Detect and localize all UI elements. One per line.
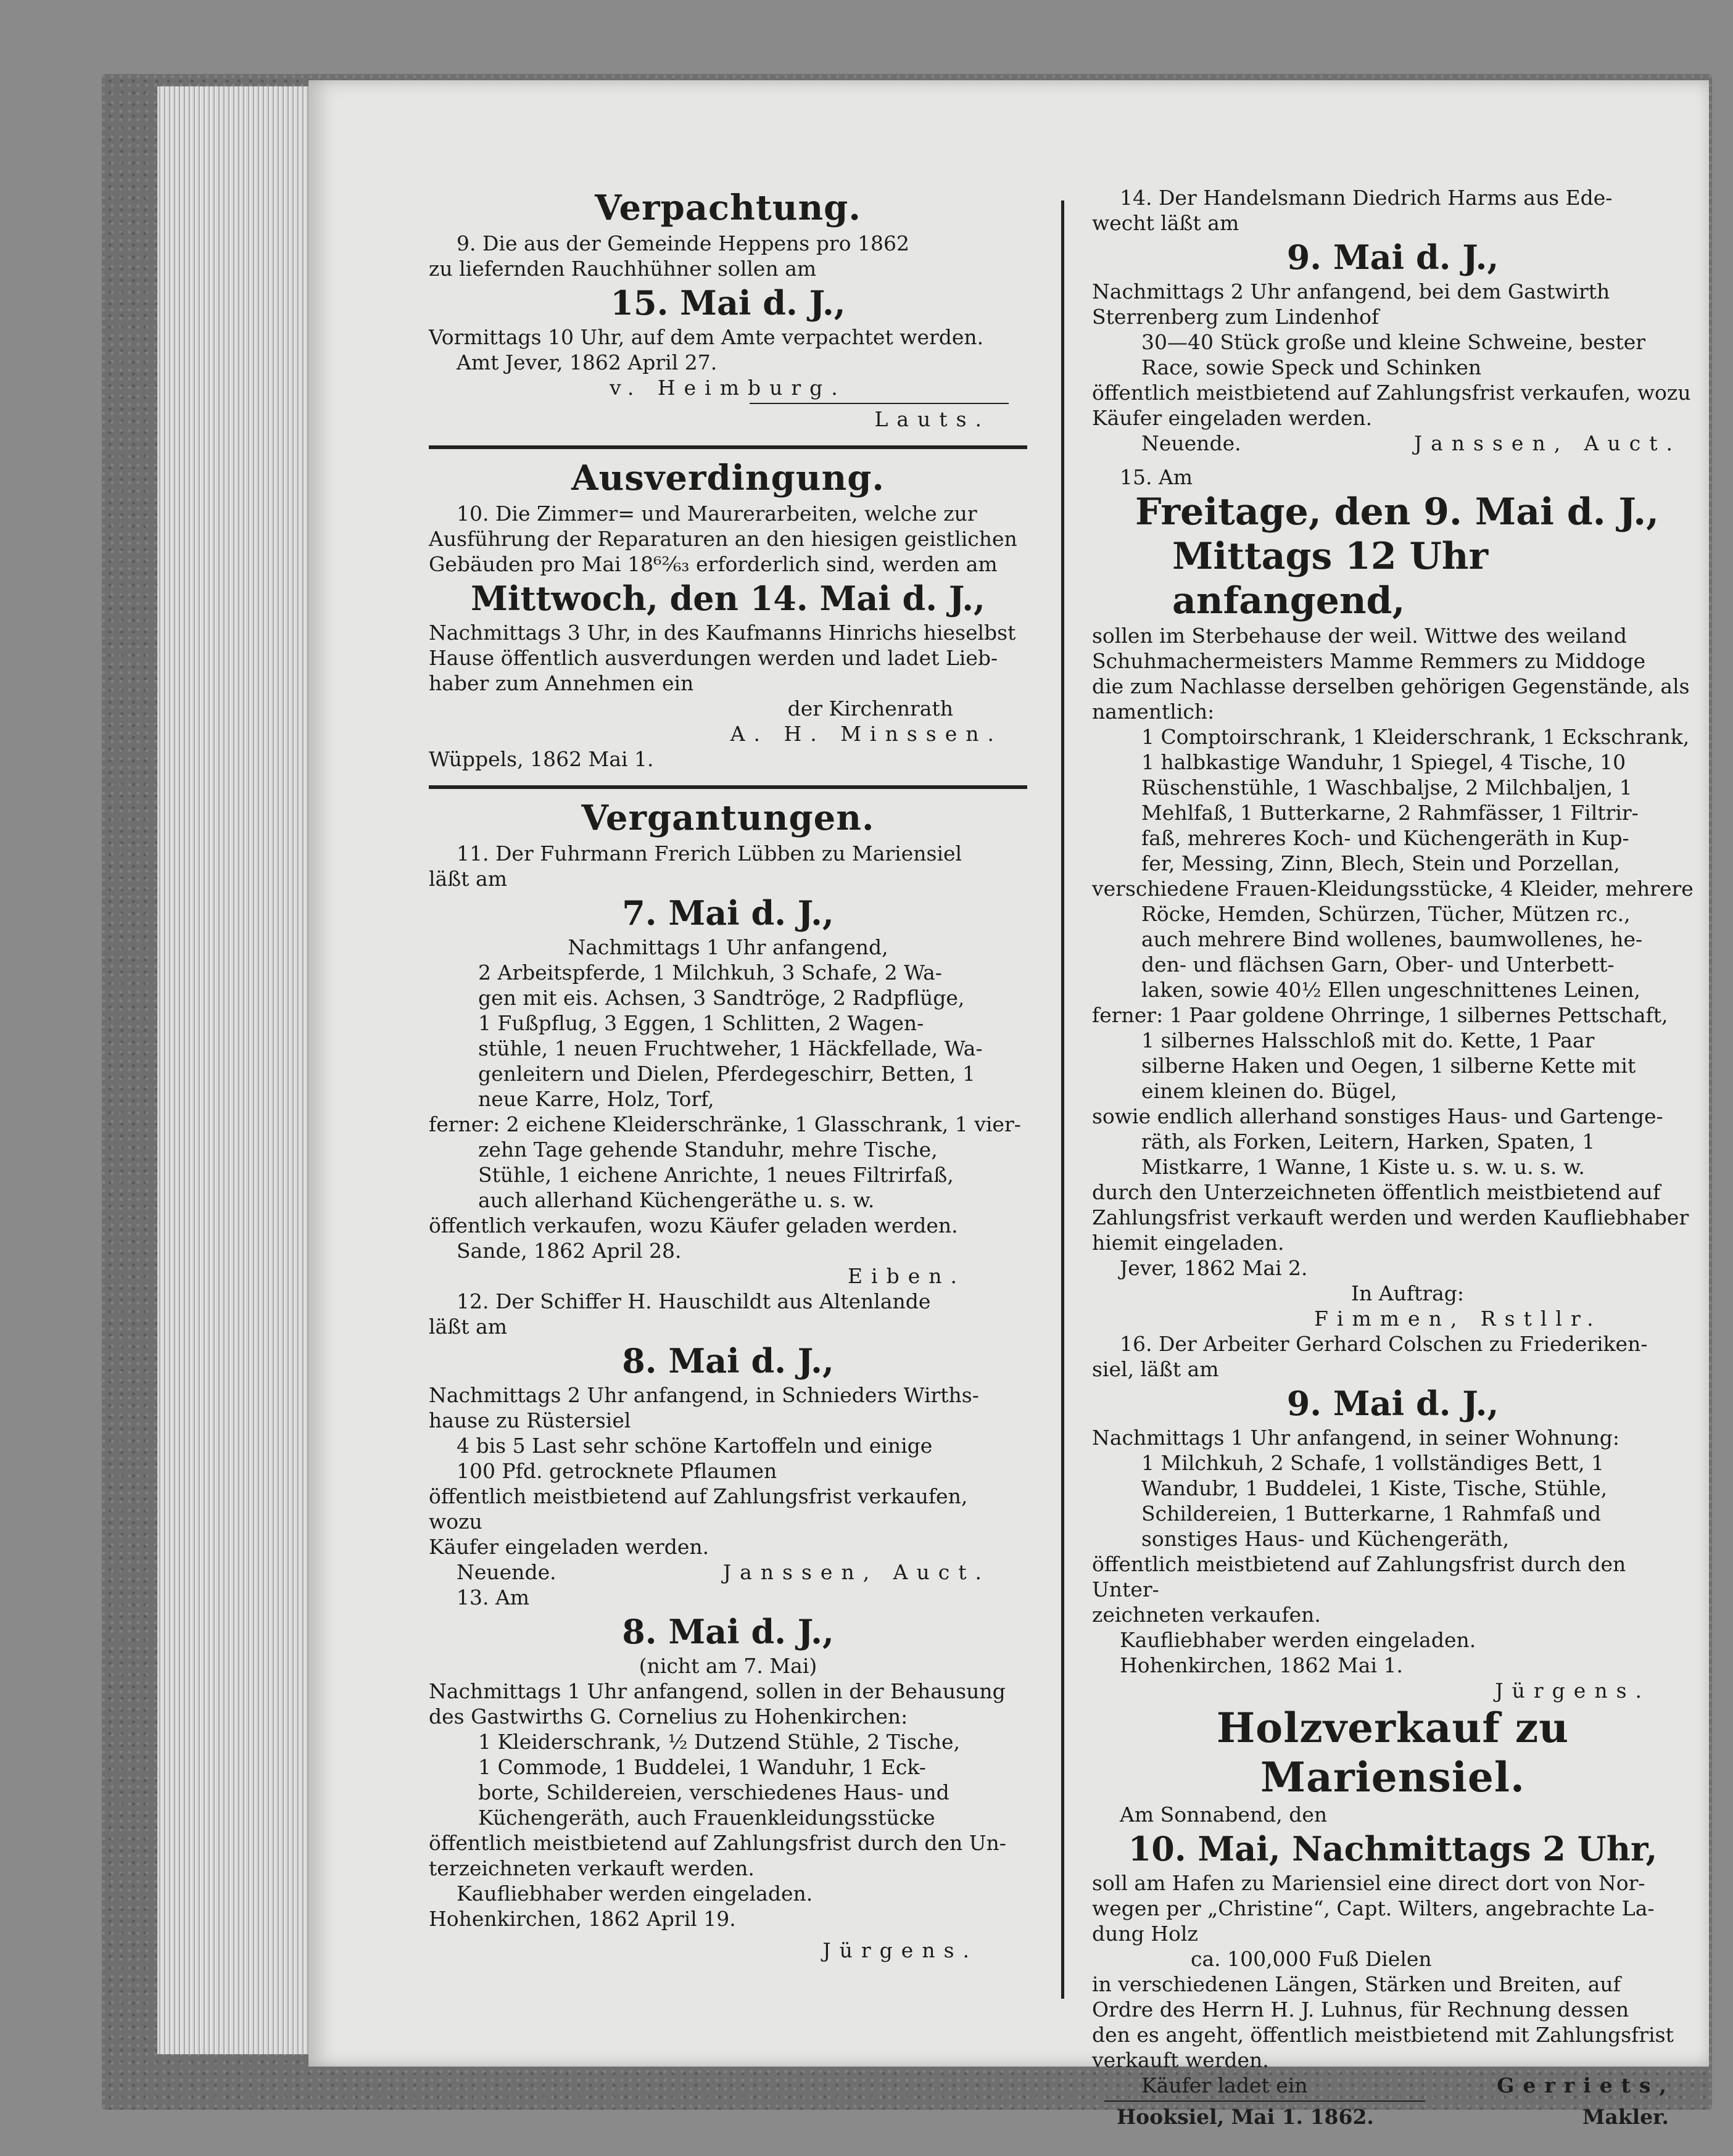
signature: Jürgens.	[822, 1938, 978, 1962]
text-line: namentlich:	[1092, 700, 1215, 724]
place-date: Neuende.	[1141, 431, 1241, 455]
text-line: den- und flächsen Garn, Ober- und Unterbett-	[1141, 952, 1615, 977]
place-date: Neuende.	[457, 1560, 556, 1584]
text-line: Nachmittags 1 Uhr anfangend, sollen in der Behausung	[429, 1679, 1006, 1703]
text-line: zu liefernden Rauchhühner sollen am	[429, 257, 817, 281]
notice-date: 8. Mai d. J.,	[622, 1612, 834, 1651]
text-line: (nicht am 7. Mai)	[639, 1654, 817, 1678]
page-edges	[157, 86, 318, 2054]
text-line: Ausführung der Reparaturen an den hiesigen geistlichen	[429, 527, 1017, 551]
text-line: räth, als Forken, Leitern, Harken, Spaten, 1	[1141, 1130, 1595, 1154]
text-line: Röcke, Hemden, Schürzen, Tücher, Mützen rc.,	[1141, 902, 1631, 926]
text-line: Küchengeräth, auch Frauenkleidungsstücke	[478, 1806, 935, 1830]
signature-rule	[1104, 2100, 1425, 2102]
section-title-ausverdingung: Ausverdingung.	[571, 458, 885, 498]
text-line: 1 silbernes Halsschloß mit do. Kette, 1 Paar	[1141, 1028, 1595, 1052]
text-line: dung Holz	[1092, 1922, 1198, 1946]
signature: Janssen, Auct.	[1413, 431, 1681, 455]
text-line: Kaufliebhaber werden eingeladen.	[1120, 1628, 1476, 1652]
text-line: verschiedene Frauen-Kleidungsstücke, 4 Kleider, mehrere	[1092, 877, 1694, 901]
text-line: 100 Pfd. getrocknete Pflaumen	[457, 1459, 777, 1483]
column-divider	[1061, 200, 1064, 1999]
text-line: wegen per „Christine“, Capt. Wilters, angebrachte La-	[1092, 1896, 1655, 1920]
text-line: Schuhmachermeisters Mamme Remmers zu Middoge	[1092, 649, 1646, 673]
notice-date: 15. Mai d. J.,	[610, 283, 846, 323]
text-line: Hause öffentlich ausverdungen werden und ladet Lieb-	[429, 646, 998, 670]
section-title-holzverkauf: Holzverkauf zu Mariensiel.	[1216, 1704, 1570, 1801]
text-line: Stühle, 1 eichene Anrichte, 1 neues Filtrirfaß,	[478, 1163, 954, 1187]
signature: A. H. Minssen.	[730, 722, 1003, 746]
text-line: Nachmittags 2 Uhr anfangend, in Schnieders Wirths-	[429, 1383, 979, 1407]
text-line: Vormittags 10 Uhr, auf dem Amte verpachtet werden.	[429, 325, 984, 349]
text-line: den es angeht, öffentlich meistbietend mit Zahlungsfrist	[1092, 2023, 1674, 2047]
signature: Gerriets,	[1497, 2073, 1675, 2097]
text-line: Rüschenstühle, 1 Waschbaljse, 2 Milchbaljen, 1	[1141, 775, 1632, 799]
text-line: wecht läßt am	[1092, 211, 1239, 235]
text-line: sollen im Sterbehause der weil. Wittwe des weiland	[1092, 624, 1627, 648]
text-line: 11. Der Fuhrmann Frerich Lübben zu Mariensiel	[457, 841, 962, 865]
notice-date: Mittwoch, den 14. Mai d. J.,	[471, 579, 985, 618]
text-line: soll am Hafen zu Mariensiel eine direct dort von Nor-	[1092, 1871, 1645, 1895]
text-line: hiemit eingeladen.	[1092, 1231, 1284, 1255]
text-line: 1 Milchkuh, 2 Schafe, 1 vollständiges Bett, 1	[1141, 1451, 1605, 1475]
text-line: öffentlich meistbietend auf Zahlungsfrist durch den Unter-	[1092, 1552, 1632, 1601]
text-line: Nachmittags 1 Uhr anfangend, in seiner Wohnung:	[1092, 1426, 1619, 1450]
text-line: Mehlfaß, 1 Butterkarne, 2 Rahmfässer, 1 Filtrir-	[1141, 801, 1639, 825]
text-line: fer, Messing, Zinn, Blech, Stein und Porzellan,	[1141, 851, 1620, 875]
notice-date: 10. Mai, Nachmittags 2 Uhr,	[1128, 1829, 1658, 1869]
text-line: hause zu Rüstersiel	[429, 1408, 631, 1432]
text-line: gen mit eis. Achsen, 3 Sandtröge, 2 Radpflüge,	[478, 986, 965, 1010]
text-line: 1 Comptoirschrank, 1 Kleiderschrank, 1 Eckschrank,	[1141, 725, 1690, 749]
text-line: durch den Unterzeichneten öffentlich meistbietend auf	[1092, 1180, 1661, 1204]
text-line: Race, sowie Speck und Schinken	[1141, 355, 1482, 379]
text-line: öffentlich meistbietend auf Zahlungsfrist verkaufen, wozu	[1092, 381, 1691, 405]
text-line: 4 bis 5 Last sehr schöne Kartoffeln und einige	[457, 1434, 933, 1458]
text-line: sonstiges Haus- und Küchengeräth,	[1141, 1527, 1510, 1551]
text-line: 1 halbkastige Wanduhr, 1 Spiegel, 4 Tische, 10	[1141, 750, 1626, 774]
text-line: 1 Commode, 1 Buddelei, 1 Wanduhr, 1 Eck-	[478, 1755, 926, 1779]
text-line: läßt am	[429, 867, 507, 891]
place-date: Wüppels, 1862 Mai 1.	[429, 747, 654, 771]
text-line: öffentlich meistbietend auf Zahlungsfrist verkaufen, wozu	[429, 1484, 974, 1534]
section-title-vergantungen: Vergantungen.	[581, 798, 875, 838]
text-line: genleitern und Dielen, Pferdegeschirr, Betten, 1	[478, 1062, 976, 1086]
text-line: auch mehrere Bind wollenes, baumwollenes, he-	[1141, 927, 1643, 951]
signature: Fimmen, Rstllr.	[1314, 1307, 1602, 1331]
text-line: laken, sowie 40½ Ellen ungeschnittenes Leinen,	[1141, 978, 1640, 1002]
signature: Janssen, Auct.	[722, 1560, 990, 1584]
signature-role: Makler.	[1582, 2105, 1669, 2129]
text-line: ferner: 1 Paar goldene Ohrringe, 1 silbernes Pettschaft,	[1092, 1003, 1668, 1027]
text-line: stühle, 1 neuen Fruchtweher, 1 Häckfellade, Wa-	[478, 1036, 983, 1060]
text-line: borte, Schildereien, verschiedenes Haus- und	[478, 1780, 949, 1804]
text-line: einem kleinen do. Bügel,	[1141, 1079, 1397, 1103]
text-line: 1 Kleiderschrank, ½ Dutzend Stühle, 2 Tische,	[478, 1730, 960, 1754]
text-line: faß, mehreres Koch- und Küchengeräth in Kup-	[1141, 826, 1629, 850]
text-line: 9. Die aus der Gemeinde Heppens pro 1862	[457, 231, 909, 255]
text-line: Kaufliebhaber werden eingeladen.	[457, 1881, 813, 1906]
notice-date: Freitage, den 9. Mai d. J.,	[1135, 490, 1659, 534]
text-line: Wandubr, 1 Buddelei, 1 Kiste, Tische, Stühle,	[1141, 1476, 1608, 1500]
text-line: zeichneten verkaufen.	[1092, 1603, 1321, 1627]
notice-date: 9. Mai d. J.,	[1286, 1384, 1499, 1423]
notice-date: 7. Mai d. J.,	[622, 893, 834, 933]
left-column	[429, 185, 1027, 1963]
text-line: Käufer ladet ein	[1141, 2073, 1308, 2097]
text-line: ca. 100,000 Fuß Dielen	[1191, 1947, 1432, 1971]
section-rule	[429, 785, 1027, 789]
text-line: 2 Arbeitspferde, 1 Milchkuh, 3 Schafe, 2 Wa-	[478, 960, 942, 985]
text-line: silberne Haken und Oegen, 1 silberne Kette mit	[1141, 1054, 1636, 1078]
text-line: Nachmittags 2 Uhr anfangend, bei dem Gastwirth	[1092, 279, 1610, 304]
text-line: Käufer eingeladen werden.	[1092, 406, 1373, 430]
text-line: Nachmittags 3 Uhr, in des Kaufmanns Hinrichs hieselbst	[429, 621, 1016, 645]
text-line: verkauft werden.	[1092, 2048, 1269, 2072]
text-line: neue Karre, Holz, Torf,	[478, 1087, 714, 1111]
section-title-verpachtung: Verpachtung.	[595, 188, 861, 228]
place-date: Jever, 1862 Mai 2.	[1120, 1256, 1308, 1280]
place-date: Hohenkirchen, 1862 Mai 1.	[1120, 1653, 1403, 1677]
text-line: terzeichneten verkauft werden.	[429, 1856, 755, 1880]
text-line: 10. Die Zimmer= und Maurerarbeiten, welche zur	[457, 502, 977, 526]
text-line: Käufer eingeladen werden.	[429, 1535, 709, 1559]
text-line: des Gastwirths G. Cornelius zu Hohenkirchen:	[429, 1704, 908, 1729]
text-line: 12. Der Schiffer H. Hauschildt aus Altenlande	[457, 1289, 931, 1313]
text-line: die zum Nachlasse derselben gehörigen Gegenstände, als	[1092, 674, 1690, 698]
text-line: siel, läßt am	[1092, 1357, 1219, 1381]
section-rule	[429, 445, 1027, 449]
text-line: 13. Am	[457, 1585, 530, 1609]
text-line: zehn Tage gehende Standuhr, mehre Tische,	[478, 1138, 938, 1162]
text-line: In Auftrag:	[1351, 1281, 1465, 1305]
signature: Jürgens.	[1495, 1679, 1650, 1703]
text-line: öffentlich verkaufen, wozu Käufer geladen werden.	[429, 1213, 958, 1237]
text-line: 30—40 Stück große und kleine Schweine, bester	[1141, 330, 1646, 354]
text-line: Ordre des Herrn H. J. Luhnus, für Rechnung dessen	[1092, 1997, 1629, 2022]
place-date: Sande, 1862 April 28.	[457, 1239, 682, 1263]
text-line: läßt am	[429, 1315, 507, 1339]
text-line: auch allerhand Küchengeräthe u. s. w.	[478, 1188, 875, 1212]
text-line: 14. Der Handelsmann Diedrich Harms aus Ede-	[1120, 186, 1613, 210]
signature: der Kirchenrath	[787, 696, 953, 721]
text-line: Sterrenberg zum Lindenhof	[1092, 305, 1379, 329]
text-line: Gebäuden pro Mai 18⁶²⁄₆₃ erforderlich sind, werden am	[429, 552, 998, 576]
text-line: 1 Fußpflug, 3 Eggen, 1 Schlitten, 2 Wagen-	[478, 1011, 924, 1035]
signature: Lauts.	[874, 407, 990, 431]
signature-rule	[750, 403, 1009, 404]
text-line: öffentlich meistbietend auf Zahlungsfrist durch den Un-	[429, 1831, 1006, 1855]
text-line: sowie endlich allerhand sonstiges Haus- und Gartenge-	[1092, 1104, 1663, 1128]
signature: Eiben.	[847, 1264, 966, 1288]
text-line: haber zum Annehmen ein	[429, 671, 694, 695]
text-line: Schildereien, 1 Butterkarne, 1 Rahmfaß und	[1141, 1501, 1602, 1526]
place-date: Hooksiel, Mai 1. 1862.	[1117, 2105, 1374, 2129]
signature: v. Heimburg.	[610, 376, 846, 400]
text-line: 15. Am	[1120, 465, 1193, 489]
text-line: ferner: 2 eichene Kleiderschränke, 1 Glasschrank, 1 vier-	[429, 1112, 1021, 1136]
text-line: 16. Der Arbeiter Gerhard Colschen zu Friederiken-	[1120, 1332, 1648, 1356]
text-line: Amt Jever, 1862 April 27.	[457, 350, 718, 374]
notice-date: 9. Mai d. J.,	[1286, 237, 1499, 277]
text-line: Am Sonnabend, den	[1120, 1803, 1328, 1827]
text-line: in verschiedenen Längen, Stärken und Breiten, auf	[1092, 1972, 1621, 1996]
text-line: Mistkarre, 1 Wanne, 1 Kiste u. s. w. u. s. w.	[1141, 1155, 1585, 1179]
text-line: Zahlungsfrist verkauft werden und werden Kaufliebhaber	[1092, 1205, 1689, 1229]
place-date: Hohenkirchen, 1862 April 19.	[429, 1907, 736, 1931]
text-line: Nachmittags 1 Uhr anfangend,	[568, 935, 888, 959]
notice-date: 8. Mai d. J.,	[622, 1341, 834, 1381]
notice-time: Mittags 12 Uhr anfangend,	[1172, 535, 1489, 622]
right-column	[1092, 185, 1694, 2129]
